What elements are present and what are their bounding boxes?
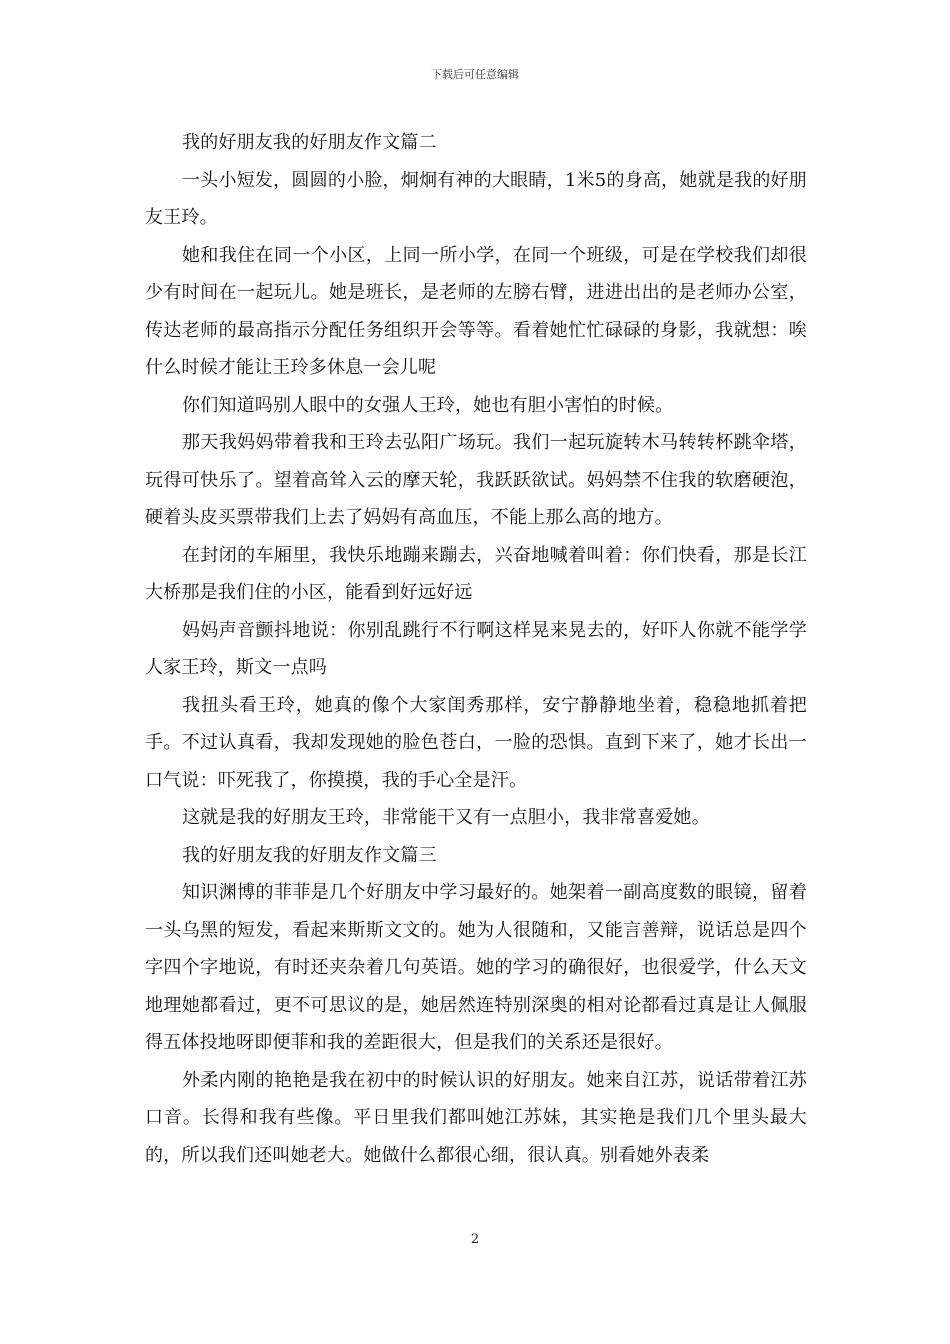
paragraph: 那天我妈妈带着我和王玲去弘阳广场玩。我们一起玩旋转木马转转杯跳伞塔，玩得可快乐了。望着高耸入云的摩天轮，我跃跃欲试。妈妈禁不住我的软磨硬泡，硬着头皮买票带我们上去了妈妈有高血压，不能上那么高的地方。 — [145, 432, 807, 528]
paragraph: 妈妈声音颤抖地说：你别乱跳行不行啊这样晃来晃去的，好吓人你就不能学学人家王玲，斯文一点吗 — [145, 619, 807, 678]
page-number: 2 — [470, 1232, 480, 1247]
paragraph: 她和我住在同一个小区，上同一所小学，在同一个班级，可是在学校我们却很少有时间在一起玩儿。她是班长，是老师的左膀右臂，进进出出的是老师办公室，传达老师的最高指示分配任务组织开会等等。看着她忙忙碌碌的身影，我就想：唉什么时候才能让王玲多休息一会儿呢 — [145, 244, 807, 378]
section-heading: 我的好朋友我的好朋友作文篇二 — [182, 132, 437, 153]
paragraph: 这就是我的好朋友王玲，非常能干又有一点胆小，我非常喜爱她。 — [182, 807, 710, 828]
paragraph: 在封闭的车厢里，我快乐地蹦来蹦去，兴奋地喊着叫着：你们快看，那是长江大桥那是我们住的小区，能看到好远好远 — [145, 544, 807, 603]
paragraph: 一头小短发，圆圆的小脸，炯炯有神的大眼睛，1米5的身高，她就是我的好朋友王玲。 — [145, 169, 807, 228]
paragraph: 我扭头看王玲，她真的像个大家闺秀那样，安宁静静地坐着，稳稳地抓着把手。不过认真看，我却发现她的脸色苍白，一脸的恐惧。直到下来了，她才长出一口气说：吓死我了，你摸摸，我的手心全是汗。 — [145, 694, 807, 791]
section-heading: 我的好朋友我的好朋友作文篇三 — [182, 844, 437, 866]
paragraph: 你们知道吗别人眼中的女强人王玲，她也有胆小害怕的时候。 — [182, 394, 674, 416]
paragraph: 外柔内刚的艳艳是我在初中的时候认识的好朋友。她来自江苏，说话带着江苏口音。长得和我有些像。平日里我们都叫她江苏妹，其实艳是我们几个里头最大的，所以我们还叫她老大。她做什么都很心细，很认真。别看她外表柔 — [145, 1069, 807, 1166]
paragraph: 知识渊博的菲菲是几个好朋友中学习最好的。她架着一副高度数的眼镜，留着一头乌黑的短发，看起来斯斯文文的。她为人很随和，又能言善辩，说话总是四个字四个字地说，有时还夹杂着几句英语。她的学习的确很好，也很爱学，什么天文地理她都看过，更不可思议的是，她居然连特别深奥的相对论都看过真是让人佩服得五体投地呀即便菲和我的差距很大，但是我们的关系还是很好。 — [145, 882, 807, 1053]
document-body — [145, 124, 807, 1174]
page-header: 下载后可任意编辑 — [431, 68, 519, 81]
